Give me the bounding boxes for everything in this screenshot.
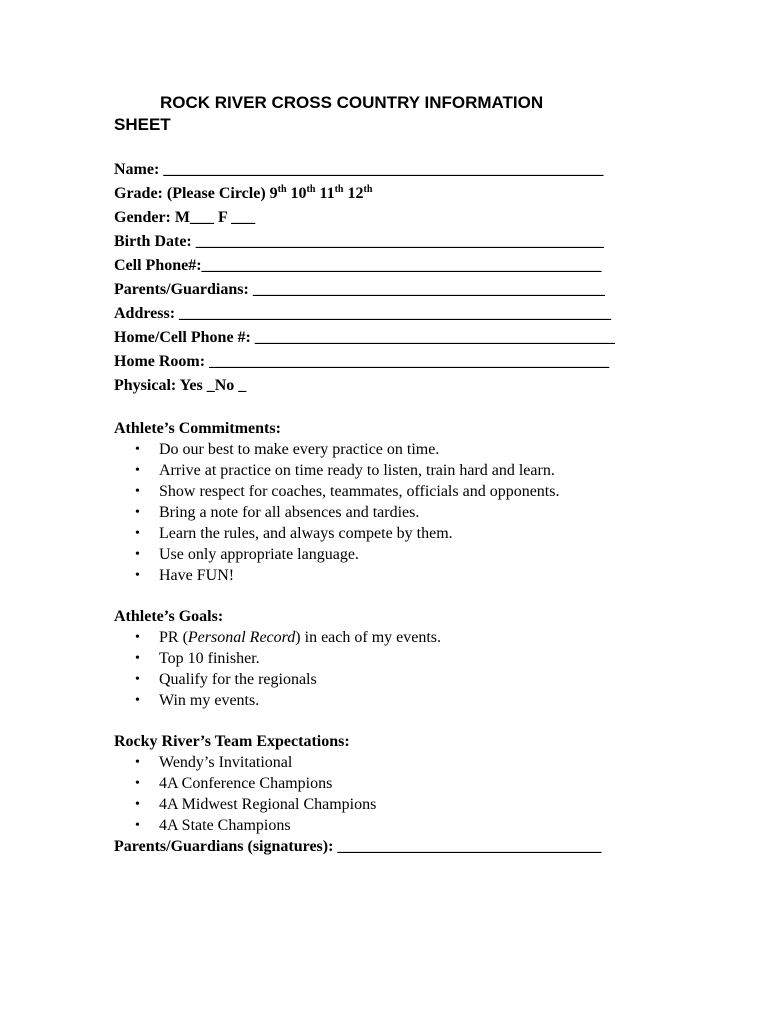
grade-10-suffix: th xyxy=(306,184,316,195)
list-item-text: 4A Conference Champions xyxy=(159,775,333,792)
goals-heading: Athlete’s Goals: xyxy=(114,608,224,625)
list-item-text: Top 10 finisher. xyxy=(159,650,260,667)
goals-list xyxy=(114,627,674,711)
list-item xyxy=(114,815,674,836)
sheet-title xyxy=(114,92,674,136)
pr-italic: Personal Record xyxy=(187,629,296,646)
list-item xyxy=(114,690,674,711)
commitments-heading: Athlete’s Commitments: xyxy=(114,420,281,437)
commitments-list xyxy=(114,439,674,586)
grade-10: 10 xyxy=(286,185,307,202)
gender-field[interactable]: Gender: M___ F ___ xyxy=(114,209,256,226)
list-item-text: Arrive at practice on time ready to listen, train hard and learn. xyxy=(159,462,555,479)
bullet-icon: • xyxy=(135,797,140,812)
list-item xyxy=(114,773,674,794)
information-sheet xyxy=(114,92,674,857)
bullet-icon: • xyxy=(135,442,140,457)
bullet-icon: • xyxy=(135,651,140,666)
list-item-text: Wendy’s Invitational xyxy=(159,754,293,771)
list-item-text: Do our best to make every practice on time. xyxy=(159,441,440,458)
bullet-icon: • xyxy=(135,818,140,833)
pr-prefix: PR ( xyxy=(159,629,188,646)
goals-section xyxy=(114,606,674,711)
list-item xyxy=(114,544,674,565)
list-item-text: Bring a note for all absences and tardies. xyxy=(159,504,420,521)
birth-date-field[interactable]: Birth Date: ___________________________________________________ xyxy=(114,233,604,250)
expectations-list xyxy=(114,752,674,836)
list-item-text: Have FUN! xyxy=(159,567,235,584)
home-room-field[interactable]: Home Room: __________________________________________________ xyxy=(114,353,610,370)
list-item xyxy=(114,460,674,481)
name-field[interactable]: Name: _______________________________________________________ xyxy=(114,161,604,178)
grade-11: 11 xyxy=(315,185,335,202)
title-line-2: SHEET xyxy=(114,115,171,134)
parents-guardians-field[interactable]: Parents/Guardians: ____________________________________________ xyxy=(114,281,605,298)
list-item xyxy=(114,648,674,669)
list-item-text: Show respect for coaches, teammates, officials and opponents. xyxy=(159,483,560,500)
list-item-text: 4A State Champions xyxy=(159,817,291,834)
commitments-section xyxy=(114,418,674,586)
list-item-text: Qualify for the regionals xyxy=(159,671,317,688)
home-cell-phone-field[interactable]: Home/Cell Phone #: _____________________________________________ xyxy=(114,329,615,346)
bullet-icon: • xyxy=(135,484,140,499)
expectations-heading: Rocky River’s Team Expectations: xyxy=(114,733,350,750)
bullet-icon: • xyxy=(135,672,140,687)
bullet-icon: • xyxy=(135,526,140,541)
list-item xyxy=(114,502,674,523)
cell-phone-field[interactable]: Cell Phone#:__________________________________________________ xyxy=(114,257,602,274)
bullet-icon: • xyxy=(135,547,140,562)
grade-9-suffix: th xyxy=(277,184,287,195)
list-item xyxy=(114,627,674,648)
bullet-icon: • xyxy=(135,755,140,770)
signature-field[interactable]: Parents/Guardians (signatures): _________________________________ xyxy=(114,838,602,855)
list-item-text: Learn the rules, and always compete by them. xyxy=(159,525,453,542)
list-item-text: Use only appropriate language. xyxy=(159,546,359,563)
bullet-icon: • xyxy=(135,568,140,583)
expectations-section xyxy=(114,731,674,857)
grade-12-suffix: th xyxy=(363,184,373,195)
pr-suffix: ) in each of my events. xyxy=(295,629,442,646)
athlete-info-form xyxy=(114,158,674,398)
bullet-icon: • xyxy=(135,630,140,645)
grade-field[interactable] xyxy=(114,182,674,206)
list-item xyxy=(114,752,674,773)
bullet-icon: • xyxy=(135,776,140,791)
title-line-1: ROCK RIVER CROSS COUNTRY INFORMATION xyxy=(160,93,544,112)
address-field[interactable]: Address: ______________________________________________________ xyxy=(114,305,612,322)
bullet-icon: • xyxy=(135,505,140,520)
grade-label: Grade: (Please Circle) 9 xyxy=(114,185,278,202)
grade-12: 12 xyxy=(343,185,364,202)
physical-field[interactable]: Physical: Yes _No _ xyxy=(114,377,247,394)
grade-11-suffix: th xyxy=(334,184,344,195)
list-item xyxy=(114,669,674,690)
list-item-text: 4A Midwest Regional Champions xyxy=(159,796,377,813)
list-item xyxy=(114,523,674,544)
list-item xyxy=(114,481,674,502)
bullet-icon: • xyxy=(135,463,140,478)
list-item xyxy=(114,439,674,460)
list-item xyxy=(114,565,674,586)
list-item-text: Win my events. xyxy=(159,692,260,709)
list-item xyxy=(114,794,674,815)
bullet-icon: • xyxy=(135,693,140,708)
